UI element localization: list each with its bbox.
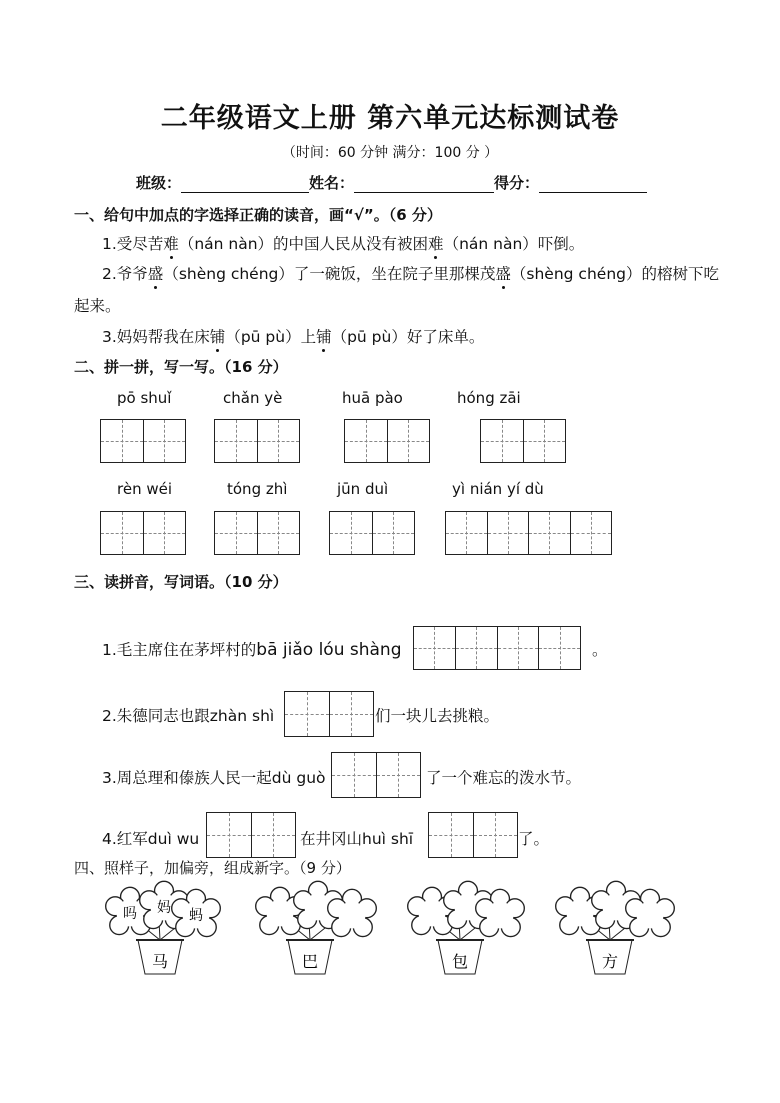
flower-pots-figure	[0, 880, 780, 990]
flower-pot-4	[556, 881, 675, 974]
pinyin-label: yì nián yí dù	[452, 480, 544, 498]
section1-question-1: 1.受尽苦难（nán nàn）的中国人民从没有被困难（nán nàn）吓倒。	[102, 232, 584, 254]
writing-grid[interactable]	[331, 752, 421, 798]
flower-pot-example	[106, 881, 221, 974]
writing-grid[interactable]	[344, 419, 430, 463]
section3-question-1: 1.毛主席住在茅坪村的bā jiǎo lóu shàng	[102, 640, 402, 660]
petal-word: 妈	[157, 900, 171, 916]
writing-grid[interactable]	[214, 419, 300, 463]
pinyin-label: tóng zhì	[227, 480, 288, 498]
writing-grid[interactable]	[284, 691, 374, 737]
period: 。	[592, 641, 608, 659]
section1-question-2-cont: 起来。	[74, 297, 121, 315]
page-title: 二年级语文上册 第六单元达标测试卷	[160, 103, 620, 134]
writing-grid[interactable]	[445, 511, 612, 555]
class-field[interactable]	[181, 176, 309, 193]
score-field[interactable]	[539, 176, 647, 193]
section3-question-4-mid: 在井冈山huì shī	[300, 830, 414, 848]
section3-heading: 三、读拼音，写词语。（10 分）	[74, 573, 288, 591]
pot-character: 巴	[301, 952, 319, 971]
pot-character: 包	[451, 952, 469, 971]
pinyin-label: huā pào	[342, 389, 403, 407]
writing-grid[interactable]	[428, 812, 518, 858]
section3-question-4-end: 了。	[518, 830, 550, 848]
student-info-row	[136, 172, 647, 193]
section3-question-3-end: 了一个难忘的泼水节。	[426, 769, 582, 787]
writing-grid[interactable]	[480, 419, 566, 463]
writing-grid[interactable]	[100, 419, 186, 463]
section3-question-4: 4.红军duì wu	[102, 830, 200, 848]
exam-time-score: （时间：60 分钟 满分：100 分 ）	[281, 145, 499, 161]
writing-grid[interactable]	[329, 511, 415, 555]
writing-grid[interactable]	[214, 511, 300, 555]
petal-word: 蚂	[189, 908, 203, 924]
pinyin-label: hóng zāi	[457, 389, 521, 407]
name-label: 姓名：	[309, 174, 355, 192]
writing-grid[interactable]	[206, 812, 296, 858]
section3-question-2-end: 们一块儿去挑粮。	[375, 707, 500, 725]
pinyin-label: jūn duì	[337, 480, 389, 498]
section1-question-2: 2.爷爷盛（shèng chéng）了一碗饭，坐在院子里那棵茂盛（shèng chéng）的榕树下吃	[102, 262, 719, 284]
writing-grid[interactable]	[413, 626, 581, 670]
section4-heading: 四、照样子，加偏旁，组成新字。（9 分）	[74, 859, 351, 877]
pinyin-label: pō shuǐ	[117, 389, 172, 407]
section1-heading: 一、给句中加点的字选择正确的读音，画“√”。（6 分）	[74, 206, 442, 224]
petal-word: 吗	[123, 906, 137, 922]
flower-pot-2	[256, 881, 377, 974]
section1-question-3: 3.妈妈帮我在床铺（pū pù）上铺（pū pù）好了床单。	[102, 325, 484, 347]
section3-question-2: 2.朱德同志也跟zhàn shì	[102, 707, 275, 725]
score-label: 得分：	[494, 174, 540, 192]
pot-character: 方	[601, 952, 619, 971]
flower-pot-3	[408, 881, 525, 974]
class-label: 班级：	[136, 174, 182, 192]
pot-character: 马	[151, 952, 169, 971]
section3-question-3: 3.周总理和傣族人民一起dù guò	[102, 769, 326, 787]
pinyin-label: chǎn yè	[223, 389, 283, 407]
name-field[interactable]	[354, 176, 494, 193]
writing-grid[interactable]	[100, 511, 186, 555]
pinyin-label: rèn wéi	[117, 480, 173, 498]
section2-heading: 二、拼一拼，写一写。（16 分）	[74, 358, 288, 376]
